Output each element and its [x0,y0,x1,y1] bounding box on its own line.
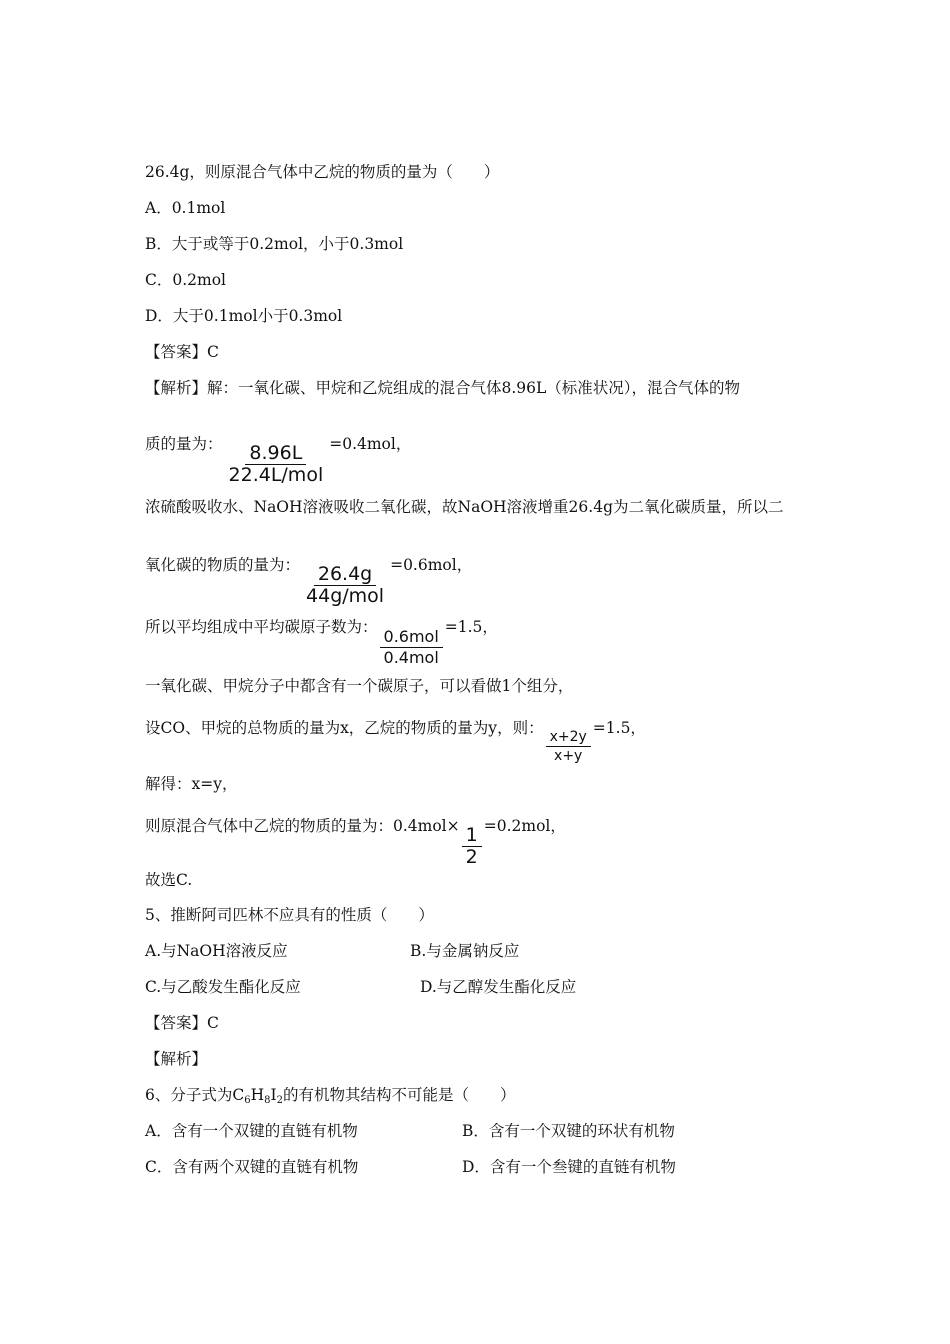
q4-step6 [145,718,646,765]
q4-step1 [145,434,411,486]
step6-suffix: =1.5， [592,719,646,737]
q4-option-d: D．大于0.1mol小于0.3mol [145,307,343,325]
step8-suffix: =0.2mol， [483,817,566,835]
step8-fraction [462,825,482,868]
q4-step4 [145,617,498,668]
step8-prefix: 则原混合气体中乙烷的物质的量为：0.4mol× [145,817,460,835]
q6-stem [145,1085,516,1111]
step1-suffix: =0.4mol， [329,435,412,453]
q4-stem-tail: 26.4g，则原混合气体中乙烷的物质的量为（ ） [145,163,500,181]
q6-option-a: A．含有一个双键的直链有机物 [145,1122,358,1140]
q5-answer: 【答案】C [145,1014,219,1032]
step6-denominator: x+y [554,748,583,764]
q5-option-b: B.与金属钠反应 [410,942,520,960]
q4-answer: 【答案】C [145,343,219,361]
q6-stem-h: H [250,1086,265,1104]
step4-numerator: 0.6mol [380,627,443,648]
q4-analysis-intro: 【解析】解：一氧化碳、甲烷和乙烷组成的混合气体8.96L（标准状况），混合气体的物 [145,379,741,397]
step3-denominator: 44g/mol [306,585,385,607]
q5-analysis: 【解析】 [145,1050,208,1068]
q4-option-b: B．大于或等于0.2mol，小于0.3mol [145,235,404,253]
q4-option-c: C．0.2mol [145,271,226,289]
q6-subscript-i: 2 [276,1095,284,1106]
q6-stem-suffix: 的有机物其结构不可能是（ ） [283,1086,516,1104]
step6-numerator: x+2y [546,728,591,747]
q6-subscript-c: 6 [244,1095,251,1106]
step3-fraction [302,564,388,607]
q4-step7: 解得：x=y， [145,775,238,793]
step1-fraction [225,443,328,486]
q4-step5: 一氧化碳、甲烷分子中都含有一个碳原子，可以看做1个组分， [145,677,574,695]
step1-prefix: 质的量为： [145,435,223,453]
q5-stem: 5、推断阿司匹林不应具有的性质（ ） [145,906,434,924]
q6-stem-prefix: 6、分子式为C [145,1086,245,1104]
step6-fraction [546,728,591,765]
step1-numerator: 8.96L [245,443,306,465]
q5-option-a: A.与NaOH溶液反应 [145,942,288,960]
step4-suffix: =1.5， [444,618,498,636]
q6-option-c: C．含有两个双键的直链有机物 [145,1158,359,1176]
q5-option-d: D.与乙醇发生酯化反应 [420,978,577,996]
q6-subscript-h: 8 [264,1095,271,1106]
q4-step3 [145,555,472,607]
q4-step2: 浓硫酸吸收水、NaOH溶液吸收二氧化碳，故NaOH溶液增重26.4g为二氧化碳质量，所以二 [145,498,784,516]
q6-option-b: B．含有一个双键的环状有机物 [462,1122,675,1140]
step3-numerator: 26.4g [314,564,376,586]
step3-prefix: 氧化碳的物质的量为： [145,556,301,574]
step8-denominator: 2 [465,846,478,868]
step6-prefix: 设CO、甲烷的总物质的量为x，乙烷的物质的量为y，则： [145,719,544,737]
q4-step8 [145,816,566,868]
step1-denominator: 22.4L/mol [228,464,324,486]
step4-prefix: 所以平均组成中平均碳原子数为： [145,618,378,636]
step4-denominator: 0.4mol [383,648,439,667]
q6-stem-i: I [270,1086,277,1104]
q4-option-a: A．0.1mol [145,199,226,217]
q6-option-d: D．含有一个叁键的直链有机物 [462,1158,676,1176]
step8-numerator: 1 [462,825,482,847]
q5-option-c: C.与乙酸发生酯化反应 [145,978,301,996]
step4-fraction [380,627,443,668]
q4-conclusion: 故选C. [145,871,193,889]
step3-suffix: =0.6mol， [390,556,473,574]
